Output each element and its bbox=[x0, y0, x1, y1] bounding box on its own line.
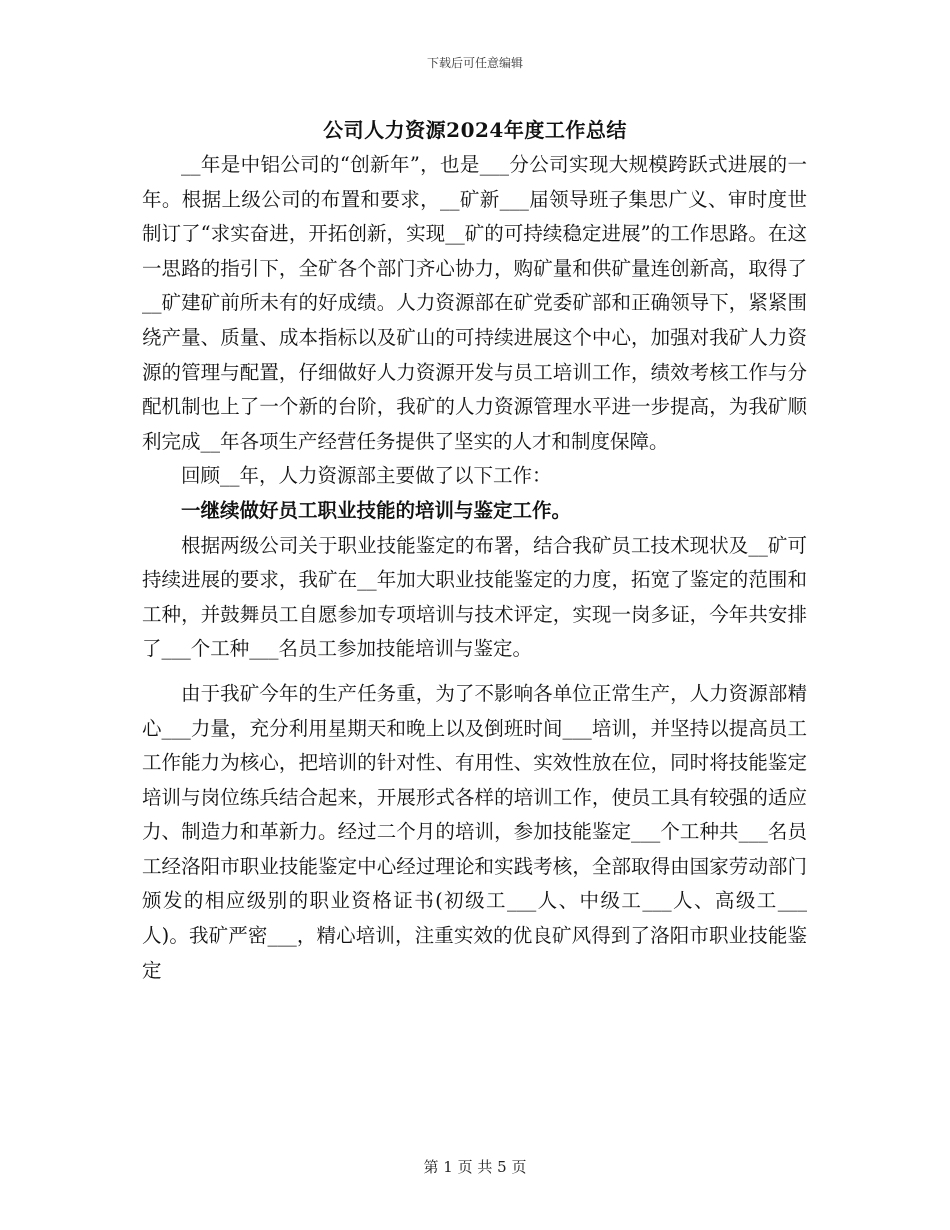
paragraph-review: 回顾__年，人力资源部主要做了以下工作： bbox=[181, 464, 552, 488]
paragraph-training: 由于我矿今年的生产任务重，为了不影响各单位正常生产，人力资源部精心___力量，充分利用星期天和晚上以及倒班时间___培训，并坚持以提高员工工作能力为核心，把培训的针对性、有用性、实效性放在位，同时将技能鉴定培训与岗位练兵结合起来，开展形式各样的培训工作，使员工具有较强的适应力、制造力和革新力。经过二个月的培训，参加技能鉴定___个工种共___名员工经洛阳市职业技能鉴定中心经过理论和实践考核，全部取得由国家劳动部门颁发的相应级别的职业资格证书(初级工___人、中级工___人、高级工___人)。我矿严密___，精心培训，注重实效的优良矿风得到了洛阳市职业技能鉴定 bbox=[142, 681, 807, 982]
header-note: 下载后可任意编辑 bbox=[426, 56, 523, 70]
paragraph-intro: __年是中铝公司的“创新年”，也是___分公司实现大规模跨跃式进展的一年。根据上级公司的布置和要求，__矿新___届领导班子集思广义、审时度世制订了“求实奋进，开拓创新，实现__矿的可持续稳定进展”的工作思路。在这一思路的指引下，全矿各个部门齐心协力，购矿量和供矿量连创新高，取得了__矿建矿前所未有的好成绩。人力资源部在矿党委矿部和正确领导下，紧紧围绕产量、质量、成本指标以及矿山的可持续进展这个中心，加强对我矿人力资源的管理与配置，仔细做好人力资源开发与员工培训工作，绩效考核工作与分配机制也上了一个新的台阶，我矿的人力资源管理水平进一步提高，为我矿顺利完成__年各项生产经营任务提供了坚实的人才和制度保障。 bbox=[142, 153, 807, 453]
document-title: 公司人力资源2024年度工作总结 bbox=[323, 118, 627, 142]
section-heading-1: 一继续做好员工职业技能的培训与鉴定工作。 bbox=[181, 498, 572, 522]
document-body bbox=[142, 148, 807, 988]
page-number: 第 1 页 共 5 页 bbox=[423, 1158, 527, 1176]
paragraph-skill-assessment: 根据两级公司关于职业技能鉴定的布署，结合我矿员工技术现状及__矿可持续进展的要求，我矿在__年加大职业技能鉴定的力度，拓宽了鉴定的范围和工种，并鼓舞员工自愿参加专项培训与技术评定，实现一岗多证，今年共安排了___个工种___名员工参加技能培训与鉴定。 bbox=[142, 533, 807, 661]
